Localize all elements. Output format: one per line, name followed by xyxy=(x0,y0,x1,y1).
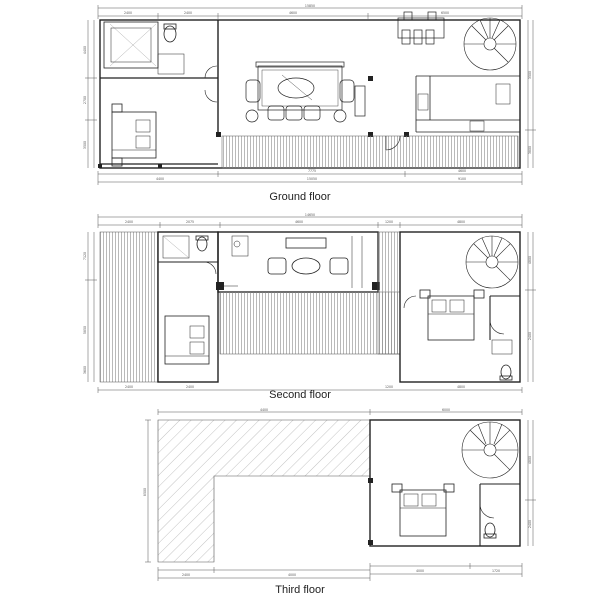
second-right-bed-icon xyxy=(428,296,474,340)
second-dim-right-0: 4800 xyxy=(528,255,532,265)
ground-dim-bottom-2: 15050 xyxy=(306,177,318,181)
second-dim-bottom-3: 4800 xyxy=(456,385,466,389)
ground-spiral-staircase-icon xyxy=(464,18,516,70)
ground-dim-right-0: 3500 xyxy=(528,70,532,80)
ground-dim-bottom-0: 4400 xyxy=(155,177,165,181)
second-toilet-icon xyxy=(197,237,207,251)
third-spiral-staircase-icon xyxy=(462,422,518,478)
second-left-deck xyxy=(100,232,158,382)
third-dim-right-1: 2400 xyxy=(528,519,532,529)
ground-kitchen-counter xyxy=(416,76,520,132)
ground-toilet-icon xyxy=(164,26,176,42)
third-roof-terrace xyxy=(158,420,370,562)
second-dim-top-5: 4800 xyxy=(456,220,466,224)
second-floor-caption: Second floor xyxy=(269,389,331,401)
third-dim-bottom-0: 2400 xyxy=(181,573,191,577)
ground-dim-bottom-3: 4600 xyxy=(457,169,467,173)
third-room xyxy=(370,420,520,546)
third-dim-top-1: 6000 xyxy=(441,408,451,412)
third-floor-caption: Third floor xyxy=(275,584,325,596)
third-floor-plan xyxy=(145,409,536,581)
third-toilet-icon xyxy=(485,523,495,537)
third-dimensions-top xyxy=(158,409,522,415)
second-dim-bottom-0: 2400 xyxy=(124,385,134,389)
ground-dim-top-1: 2400 xyxy=(123,11,133,15)
second-dim-left-1: 5850 xyxy=(83,325,87,335)
second-dim-top-4: 1200 xyxy=(384,220,394,224)
second-dim-bottom-2: 1200 xyxy=(384,385,394,389)
ground-dim-top-2: 2400 xyxy=(183,11,193,15)
second-dim-left-0: 7120 xyxy=(83,251,87,261)
second-living-room xyxy=(218,232,378,292)
ground-bathroom xyxy=(104,22,158,68)
third-dimensions-bottom xyxy=(158,563,522,581)
second-dim-top-0: 14650 xyxy=(304,213,316,217)
ground-dining-table xyxy=(398,12,444,44)
third-dim-bottom-3: 1720 xyxy=(491,569,501,573)
ground-bed-icon xyxy=(112,112,156,158)
ground-dim-top-3: 4600 xyxy=(288,11,298,15)
third-dim-bottom-1: 4000 xyxy=(287,573,297,577)
second-floor-plan xyxy=(85,214,536,393)
third-bed-icon xyxy=(400,490,446,536)
third-dim-top-0: 4400 xyxy=(259,408,269,412)
second-dim-right-1: 2400 xyxy=(528,331,532,341)
second-spiral-staircase-icon xyxy=(466,236,518,288)
second-dim-top-3: 4600 xyxy=(294,220,304,224)
ground-floor-plan xyxy=(85,5,536,185)
ground-dim-top-0: 15850 xyxy=(304,4,316,8)
second-dim-top-2: 2075 xyxy=(185,220,195,224)
second-left-bed-icon xyxy=(165,316,209,364)
ground-floor-caption: Ground floor xyxy=(269,191,331,203)
ground-dim-left-1: 2700 xyxy=(83,95,87,105)
ground-dim-top-4: 6500 xyxy=(440,11,450,15)
third-dim-right-0: 4800 xyxy=(528,455,532,465)
ground-deck xyxy=(222,136,518,168)
second-sofa-icon xyxy=(286,238,326,248)
ground-dim-left-2: 3500 xyxy=(83,140,87,150)
ground-dim-left-0: 4400 xyxy=(83,45,87,55)
second-middle-deck xyxy=(220,292,400,354)
third-dim-bottom-2: 4000 xyxy=(415,569,425,573)
third-dim-left-0: 8500 xyxy=(143,487,147,497)
second-right-toilet-icon xyxy=(501,365,511,379)
ground-dim-right-1: 3800 xyxy=(528,145,532,155)
second-right-room xyxy=(400,232,520,382)
ground-living-furniture xyxy=(246,62,365,122)
ground-dim-bottom-1: 7775 xyxy=(307,169,317,173)
second-dim-bottom-1: 2400 xyxy=(185,385,195,389)
ground-dim-bottom-4: 9100 xyxy=(457,177,467,181)
second-dim-left-2: 3600 xyxy=(83,365,87,375)
second-dim-top-1: 2400 xyxy=(124,220,134,224)
